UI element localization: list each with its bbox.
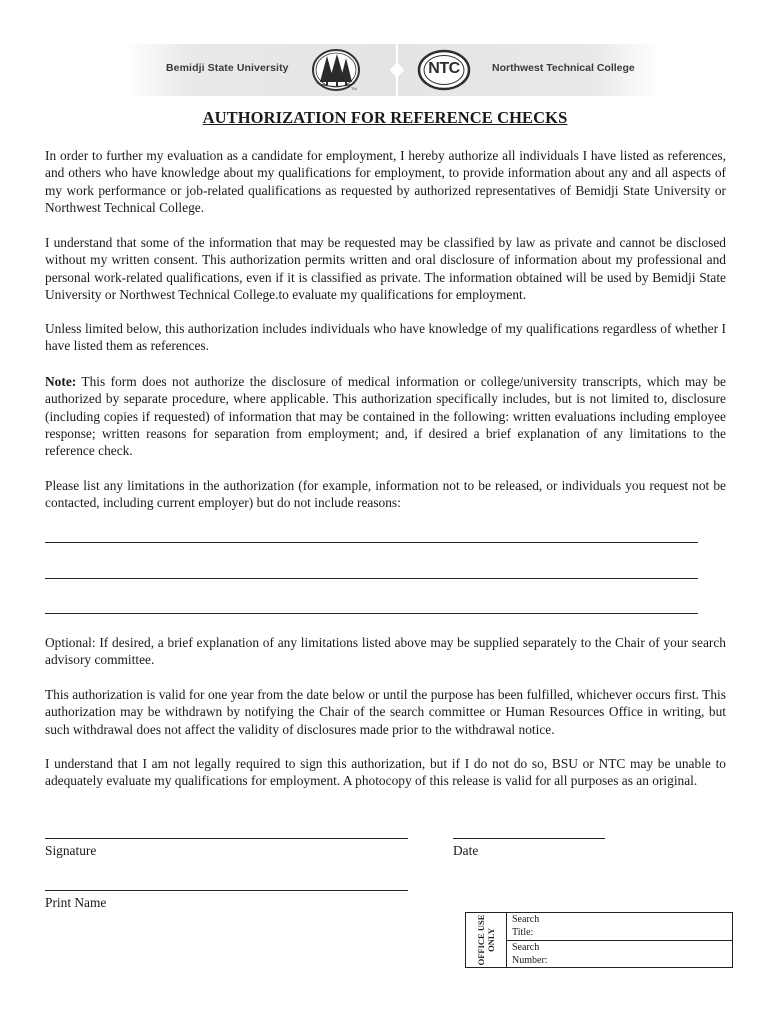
date-line[interactable]: [453, 838, 605, 839]
office-use-row-divider: [506, 940, 732, 941]
limitation-line-2[interactable]: [45, 578, 698, 579]
office-use-box: [465, 912, 733, 968]
signature-label: Signature: [45, 843, 97, 858]
paragraph-understanding: I understand that I am not legally required to sign this authorization, but if I do not do so, BSU or NTC may be unable to adequately evaluate my qualifications for employment. A photocopy of this release is valid for all purposes as an original.: [45, 756, 726, 789]
limitation-line-1[interactable]: [45, 542, 698, 543]
paragraph-note: [45, 373, 726, 459]
paragraph-validity: This authorization is valid for one year from the date below or until the purpose has been fulfilled, whichever occurs first. This authorization may be withdrawn by notifying the Chair of the search committee or Human Resources Office in writing, but such withdrawal does not affect the validity of disclosures made prior to the withdrawal notice.: [45, 687, 726, 737]
ntc-logo-text: NTC: [428, 60, 460, 77]
note-label: Note:: [45, 374, 77, 389]
paragraph-list-limitations: Please list any limitations in the authorization (for example, information not to be released, or individuals you request not be contacted, including current employer) but do not include reasons:: [45, 478, 726, 511]
note-text: This form does not authorize the disclosure of medical information or college/university transcripts, which may be authorized by separate procedure, where applicable. This authorization specifically includes, but is not limited to, disclosure (including copies if requested) of information that may be contained in the following: written evaluations including employee response; written reasons for separation from employment; and, if desired a brief explanation of any limitations to the reference check.: [45, 374, 726, 459]
print-name-label: Print Name: [45, 895, 107, 910]
print-name-line[interactable]: [45, 890, 408, 891]
limitation-line-3[interactable]: [45, 613, 698, 614]
paragraph-unless-limited: Unless limited below, this authorization includes individuals who have knowledge of my qualifications regardless of whether I have listed them as references.: [45, 321, 726, 354]
office-use-vertical-label: OFFICE USE ONLY: [476, 914, 496, 966]
trademark-mark: TM: [351, 86, 357, 91]
diamond-divider-icon: [382, 44, 412, 96]
date-label: Date: [453, 843, 479, 858]
search-number-label: Search Number:: [512, 942, 548, 966]
office-use-label-cell: [466, 913, 507, 967]
paragraph-authorization: In order to further my evaluation as a candidate for employment, I hereby authorize all individuals I have listed as references, and others who have knowledge about my qualifications for employment, to provide information about any and all aspects of my work performance or job-related qualifications as requested by authorized representatives of Bemidji State University or Northwest Technical College.: [45, 148, 726, 215]
ntc-name: Northwest Technical College: [492, 62, 635, 74]
search-title-label: Search Title:: [512, 914, 540, 938]
bsu-name: Bemidji State University: [166, 62, 289, 74]
form-title: AUTHORIZATION FOR REFERENCE CHECKS: [202, 108, 568, 127]
signature-line[interactable]: [45, 838, 408, 839]
paragraph-privacy: I understand that some of the information that may be requested may be classified by law as private and cannot be disclosed without my written consent. This authorization permits written and oral disclosure of information about my professional and personal work-related qualifications, even if it is classified as private. The information obtained will be used by Bemidji State University or Northwest Technical College.to evaluate my qualifications for employment.: [45, 235, 726, 302]
paragraph-optional: Optional: If desired, a brief explanation of any limitations listed above may be supplied separately to the Chair of your search advisory committee.: [45, 635, 726, 668]
